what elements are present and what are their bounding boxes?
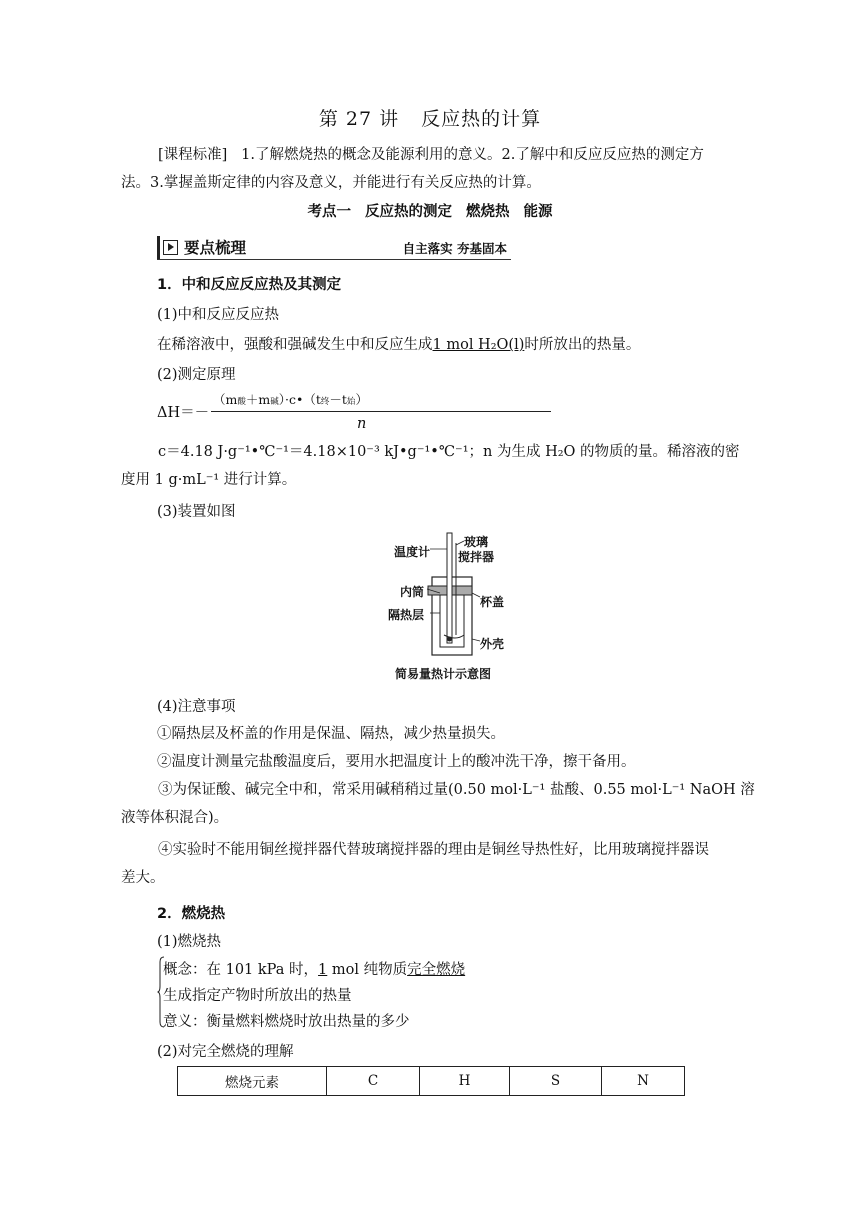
- table-header-cell: 燃烧元素: [178, 1067, 327, 1096]
- combustion-meaning: 意义：衡量燃料燃烧时放出热量的多少: [163, 1014, 410, 1030]
- underlined-complete-combustion: 完全燃烧: [407, 962, 466, 978]
- lecture-topic: 反应热的计算: [421, 108, 542, 130]
- page-title: [0, 104, 860, 131]
- specific-heat-note: c＝4.18 J·g⁻¹•℃⁻¹＝4.18×10⁻³ kJ•g⁻¹•℃⁻¹；n 为生成 H₂O 的物质的量。稀溶液的密 度用 1 g·mL⁻¹ 进行计算。: [121, 444, 740, 488]
- note-4: ④实验时不能用铜丝搅拌器代替玻璃搅拌器的理由是铜丝导热性好，比用玻璃搅拌器误 差大。: [121, 842, 709, 886]
- label-insulation: 隔热层: [388, 608, 425, 622]
- table-header-cell: C: [327, 1067, 420, 1096]
- subheading-principle: (2)测定原理: [157, 367, 236, 383]
- figure-caption: 简易量热计示意图: [395, 667, 492, 681]
- lecture-number: 第 27 讲: [318, 108, 400, 130]
- subheading-notes: (4)注意事项: [157, 699, 236, 715]
- subheading-apparatus: (3)装置如图: [157, 504, 236, 520]
- underlined-amount: 1: [318, 962, 328, 978]
- subheading-neutralization-heat: (1)中和反应反应热: [157, 307, 280, 323]
- label-stirrer-line1: 玻璃: [464, 535, 489, 549]
- combustion-concept: 概念：在 101 kPa 时，1 mol 纯物质完全燃烧: [163, 962, 466, 978]
- combustion-concept-line2: 生成指定产物时所放出的热量: [163, 988, 352, 1004]
- standard-tag: [课程标准]: [158, 147, 228, 163]
- standard-line-1: 1.了解燃烧热的概念及能源利用的意义。2.了解中和反应反应热的测定方: [241, 147, 704, 163]
- note-1: ①隔热层及杯盖的作用是保温、隔热，减少热量损失。: [157, 726, 505, 742]
- label-shell: 外壳: [480, 637, 505, 651]
- label-lid: 杯盖: [480, 595, 505, 609]
- formula-denominator: n: [357, 416, 367, 432]
- note-3: ③为保证酸、碱完全中和，常采用碱稍稍过量(0.50 mol·L⁻¹ 盐酸、0.55 mol·L⁻¹ NaOH 溶 液等体积混合)。: [121, 782, 755, 826]
- course-standard: [121, 141, 739, 197]
- label-thermometer: 温度计: [394, 545, 431, 559]
- table-header-row: [178, 1067, 685, 1096]
- banner-title: 要点梳理: [184, 239, 247, 257]
- heading-neutralization: 1．中和反应反应热及其测定: [157, 277, 342, 293]
- subheading-complete-combustion: (2)对完全燃烧的理解: [157, 1044, 294, 1060]
- table-header-cell: H: [420, 1067, 510, 1096]
- combustion-table: [177, 1066, 685, 1096]
- heading-combustion: 2．燃烧热: [157, 906, 226, 922]
- calorimeter-figure: [388, 531, 512, 683]
- banner-subtitle: 自主落实 夯基固本: [402, 241, 507, 256]
- label-inner-cup: 内筒: [400, 585, 425, 599]
- fraction-bar: [211, 411, 551, 412]
- play-icon: [163, 240, 178, 255]
- section-heading: 考点一 反应热的测定 燃烧热 能源: [307, 204, 553, 220]
- label-stirrer-line2: 搅拌器: [458, 550, 495, 564]
- underlined-answer: 1 mol H₂O(l): [432, 337, 525, 353]
- table-header-cell: N: [602, 1067, 685, 1096]
- table-header-cell: S: [510, 1067, 602, 1096]
- key-points-banner: [157, 236, 511, 260]
- formula-numerator: （m酸＋m碱）·c•（t终－t始）: [213, 392, 368, 407]
- formula-lhs: ΔH＝－: [157, 405, 210, 421]
- standard-line-2: 法。3.掌握盖斯定律的内容及意义，并能进行有关反应热的计算。: [121, 175, 541, 191]
- subheading-combustion-heat: (1)燃烧热: [157, 934, 222, 950]
- note-2: ②温度计测量完盐酸温度后，要用水把温度计上的酸冲洗干净，擦干备用。: [157, 754, 636, 770]
- neutralization-definition: 在稀溶液中，强酸和强碱发生中和反应生成1 mol H₂O(l)时所放出的热量。: [157, 337, 641, 353]
